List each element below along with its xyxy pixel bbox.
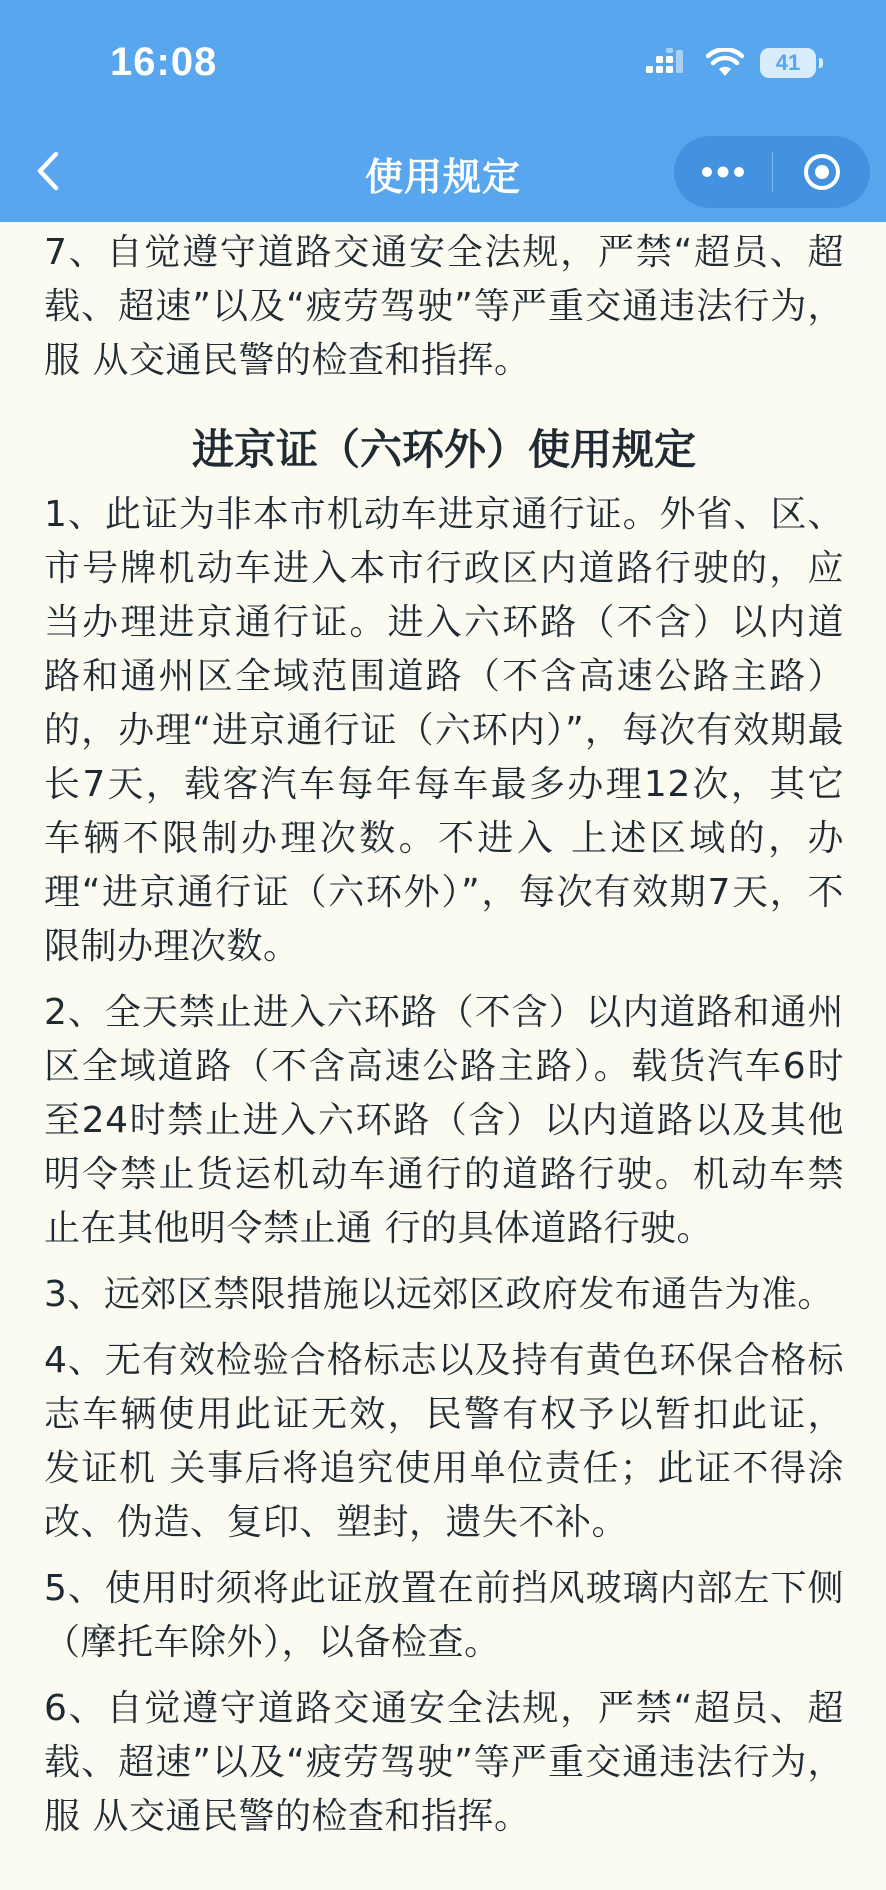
rules-content	[44, 222, 844, 1846]
close-button[interactable]	[773, 136, 870, 208]
page-title: 使用规定	[364, 155, 521, 199]
status-icons	[646, 48, 816, 78]
section-title: 进京证（六环外）使用规定	[191, 425, 696, 474]
battery-icon	[760, 48, 816, 78]
more-button[interactable]	[674, 136, 772, 208]
close-target-icon	[802, 152, 842, 192]
header	[0, 0, 886, 222]
more-dots-icon	[701, 166, 745, 178]
wifi-icon	[706, 48, 744, 78]
status-time: 16:08	[110, 40, 218, 84]
rule-item: 1、此证为非本市机动车进京通行证。外省、区、市号牌机动车进入本市行政区内道路行驶的，应当办理进京通行证。进入六环路（不含）以内道路和通州区全域范围道路（不含高速公路主路）的，办理“进京通行证（六环内）”，每次有效期最长7天，载客汽车每年每车最多办理12次，其它车辆不限制办理次数。不进入 上述区域的，办理“进京通行证（六环外）”，每次有效期7天，不限制办理次数。	[44, 494, 844, 967]
rule-item: 3、远郊区禁限措施以远郊区政府发布通告为准。	[44, 1274, 834, 1315]
battery-level: 41	[775, 50, 801, 75]
mini-program-capsule	[674, 136, 870, 208]
rule-item: 4、无有效检验合格标志以及持有黄色环保合格标志车辆使用此证无效，民警有权予以暂扣此证，发证机 关事后将追究使用单位责任；此证不得涂改、伪造、复印、塑封，遗失不补。	[44, 1340, 844, 1543]
cellular-signal-icon	[646, 48, 690, 78]
rule-item: 2、全天禁止进入六环路（不含）以内道路和通州区全域道路（不含高速公路主路）。载货汽车6时至24时禁止进入六环路（含）以内道路以及其他明令禁止货运机动车通行的道路行驶。机动车禁止在其他明令禁止通 行的具体道路行驶。	[44, 992, 844, 1249]
rule-item: 5、使用时须将此证放置在前挡风玻璃内部左下侧（摩托车除外），以备检查。	[44, 1568, 844, 1663]
rule-item: 6、自觉遵守道路交通安全法规，严禁“超员、超载、超速”以及“疲劳驾驶”等严重交通违法行为，服 从交通民警的检查和指挥。	[44, 1688, 844, 1837]
rule-item-top: 7、自觉遵守道路交通安全法规，严禁“超员、超载、超速”以及“疲劳驾驶”等严重交通违法行为，服 从交通民警的检查和指挥。	[44, 232, 844, 381]
